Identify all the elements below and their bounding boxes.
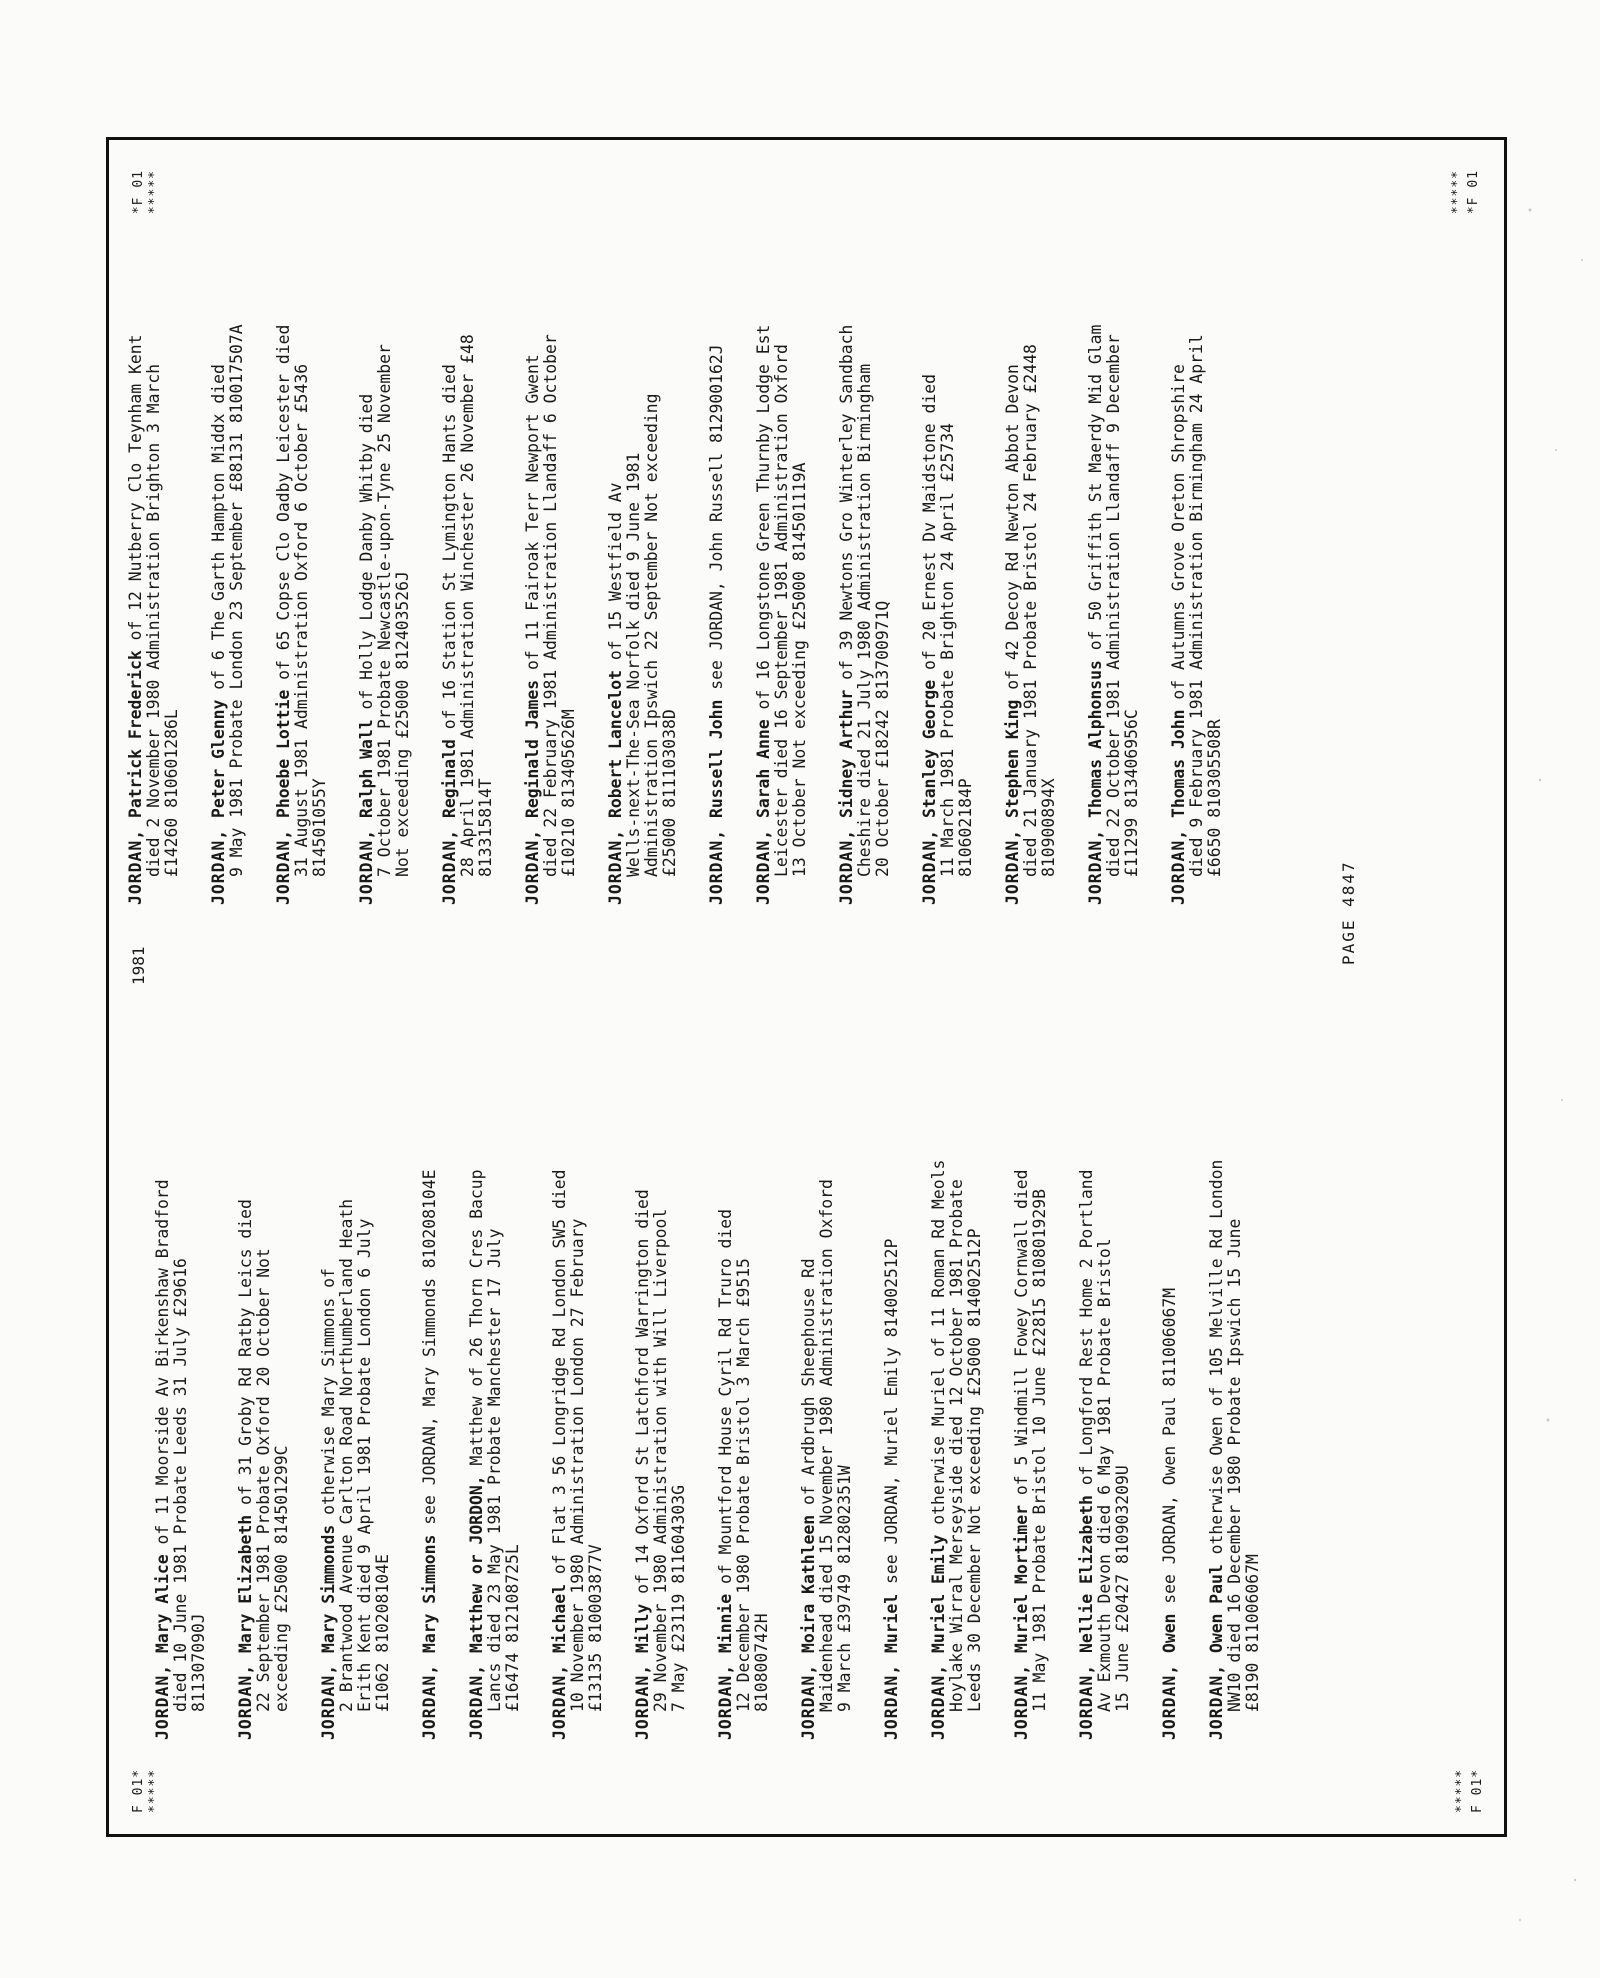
entry-forenames: Matthew or JORDON,	[467, 1475, 486, 1654]
entry-details: of 14 Oxford St Latchford Warrington died 29 November 1980 Administration with Will Liverpool 7 May £23119 811604303G	[633, 1189, 688, 1712]
probate-entry	[1013, 920, 1049, 1740]
entry-forenames: Ralph Wall	[357, 719, 376, 819]
probate-entry	[468, 920, 522, 1740]
entry-details: otherwise Owen of 105 Melville Rd London NW10 died 16 December 1980 Probate Ipswich 15 June £8190 811006067M	[1207, 1159, 1262, 1712]
entry-surname: JORDAN,	[716, 1653, 735, 1740]
entry-forenames: Russell John	[707, 699, 726, 819]
probate-entry	[275, 85, 329, 905]
probate-entry	[838, 85, 892, 905]
entry-forenames: Robert Lancelot	[606, 670, 625, 819]
probate-entry	[800, 920, 854, 1740]
corner-tag-top-left: F 01* *****	[131, 1768, 162, 1813]
entry-forenames: Sarah Anne	[754, 719, 773, 819]
entry-surname: JORDAN,	[467, 1653, 486, 1740]
entry-details: of Longford Rest Home 2 Portland Av Exmouth Devon died 6 May 1981 Probate Bristol 15 June £20427 810903209U	[1077, 1169, 1132, 1712]
corner-tag-bottom-left: ***** F 01*	[1454, 1768, 1485, 1813]
entry-details: of 31 Groby Rd Ratby Leics died 22 September 1981 Probate Oxford 20 October Not exceeding £25000 814501299C	[236, 1199, 291, 1712]
entry-forenames: Owen Paul	[1207, 1564, 1226, 1654]
entry-surname: JORDAN,	[1169, 818, 1188, 905]
probate-entry	[755, 85, 809, 905]
entry-surname: JORDAN,	[440, 818, 459, 905]
entry-forenames: Reginald James	[523, 679, 542, 819]
corner-tag-bottom-right: ***** *F 01	[1450, 170, 1481, 215]
entry-details: see JORDAN, Mary Simmonds 810208104E	[420, 1169, 439, 1535]
entry-surname: JORDAN,	[799, 1653, 818, 1740]
page-number: PAGE 4847	[1339, 860, 1358, 965]
rotated-page	[109, 140, 1504, 1835]
entry-forenames: Stephen King	[1003, 699, 1022, 819]
entry-forenames: Muriel Emily	[929, 1534, 948, 1654]
entry-surname: JORDAN,	[1077, 1653, 1096, 1740]
entry-surname: JORDAN,	[707, 818, 726, 905]
entry-forenames: Peter Glenny	[209, 699, 228, 819]
entry-surname: JORDAN,	[1012, 1653, 1031, 1740]
entry-details: of 39 Newtons Gro Winterley Sandbach Cheshire died 21 July 1980 Administration Birmingham 20 October £18242 813700971Q	[837, 324, 892, 877]
probate-entry	[421, 920, 439, 1740]
entry-surname: JORDAN,	[153, 1653, 172, 1740]
entry-details: see JORDAN, Muriel Emily 814002512P	[882, 1238, 901, 1594]
entry-surname: JORDAN,	[420, 1653, 439, 1740]
entry-forenames: Minnie	[716, 1593, 735, 1654]
entry-forenames: Thomas Alphonsus	[1086, 660, 1105, 819]
entry-forenames: Nellie Elizabeth	[1077, 1495, 1096, 1654]
entry-surname: JORDAN,	[606, 818, 625, 905]
probate-entry	[210, 85, 246, 905]
entry-details: Matthew of 26 Thorn Cres Bacup Lancs died 23 May 1981 Probate Manchester 17 July £16474 812108725L	[467, 1169, 522, 1712]
entry-surname: JORDAN,	[1003, 818, 1022, 905]
probate-entry	[154, 920, 208, 1740]
entry-surname: JORDAN,	[920, 818, 939, 905]
entry-details: of 6 The Garth Hampton Middx died 9 May 1981 Probate London 23 September £88131 810017507A	[209, 324, 246, 877]
entry-forenames: Mary Alice	[153, 1554, 172, 1654]
entry-forenames: Michael	[550, 1583, 569, 1654]
entry-details: of 12 Nutberry Clo Teynham Kent died 2 November 1980 Administration Brighton 3 March £14260 810601286L	[126, 334, 181, 877]
entry-forenames: Muriel	[882, 1593, 901, 1654]
probate-entry	[551, 920, 605, 1740]
probate-entry	[634, 920, 688, 1740]
entry-details: otherwise Mary Simmons of 2 Brantwood Avenue Carlton Road Northumberland Heath Erith Kent died 9 April 1981 Probate London 6 July £1062 810208104E	[319, 1198, 392, 1712]
probate-entry	[1208, 920, 1262, 1740]
entry-details: of Mountford House Cyril Rd Truro died 12 December 1980 Probate Bristol 3 March £9515 810800742H	[716, 1208, 771, 1712]
entry-details: of Holly Lodge Danby Whitby died 7 October 1981 Probate Newcastle-upon-Tyne 25 November Not exceeding £25000 812403526J	[357, 344, 412, 877]
entry-details: otherwise Muriel of 11 Roman Rd Meols Hoylake Wirral Merseyside died 12 October 1981 Probate Leeds 30 December Not exceeding £25000 814002512P	[929, 1159, 984, 1712]
entry-forenames: Moira Kathleen	[799, 1514, 818, 1654]
entry-details: of Autumns Grove Oreton Shropshire died 9 February 1981 Administration Birmingham 24 April £6650 810305508R	[1169, 334, 1224, 877]
entry-details: of 65 Copse Clo Oadby Leicester died 31 August 1981 Administration Oxford 6 October £5436 814501055Y	[274, 324, 329, 877]
entry-details: of 16 Station St Lymington Hants died 28 April 1981 Administration Winchester 26 November £48 813315814T	[440, 334, 495, 877]
entry-surname: JORDAN,	[523, 818, 542, 905]
entry-details: of 16 Longstone Green Thurnby Lodge Est Leicester died 16 September 1981 Administration Oxford 13 October Not exceeding £25000 814501119A	[754, 324, 809, 877]
entry-forenames: Mary Simmonds	[319, 1524, 338, 1654]
entry-forenames: Milly	[633, 1603, 652, 1654]
year-heading: 1981	[129, 946, 148, 985]
probate-entry	[237, 920, 291, 1740]
probate-entry	[930, 920, 984, 1740]
probate-entry	[358, 85, 412, 905]
entry-surname: JORDAN,	[1160, 1653, 1179, 1740]
entry-surname: JORDAN,	[274, 818, 293, 905]
probate-entry	[607, 85, 679, 905]
entry-surname: JORDAN,	[1086, 818, 1105, 905]
entry-details: of 15 Westfield Av Wells-next-The-Sea Norfolk died 9 June 1981 Administration Ipswich 22 September Not exceeding £25000 811103038D	[606, 393, 679, 877]
entry-forenames: Mary Elizabeth	[236, 1514, 255, 1654]
right-column	[127, 85, 1253, 905]
entry-surname: JORDAN,	[633, 1653, 652, 1740]
entry-details: of Ardbrugh Sheephouse Rd Maidenhead died 15 November 1980 Administration Oxford 9 March £39749 812802351W	[799, 1179, 854, 1712]
entry-forenames: Reginald	[440, 739, 459, 819]
probate-entry	[1078, 920, 1132, 1740]
entry-details: of 5 Windmill Fowey Cornwall died 11 May 1981 Probate Bristol 10 June £22815 810801929B	[1012, 1169, 1049, 1712]
probate-entry	[127, 85, 181, 905]
entry-surname: JORDAN,	[319, 1653, 338, 1740]
entry-forenames: Owen	[1160, 1613, 1179, 1654]
entry-details: see JORDAN, John Russell 812900162J	[707, 344, 726, 700]
entry-surname: JORDAN,	[550, 1653, 569, 1740]
entry-surname: JORDAN,	[357, 818, 376, 905]
entry-surname: JORDAN,	[837, 818, 856, 905]
entry-details: of 11 Moorside Av Birkenshaw Bradford died 10 June 1981 Probate Leeds 31 July £29616 811307090J	[153, 1179, 208, 1712]
left-column	[154, 920, 1291, 1740]
entry-forenames: Thomas John	[1169, 709, 1188, 819]
page-frame	[106, 137, 1507, 1837]
entry-forenames: Sidney Arthur	[837, 689, 856, 819]
probate-entry	[1161, 920, 1179, 1740]
probate-entry	[708, 85, 726, 905]
corner-tag-top-right: *F 01 *****	[131, 170, 162, 215]
entry-surname: JORDAN,	[236, 1653, 255, 1740]
probate-entry	[1170, 85, 1224, 905]
entry-forenames: Patrick Frederick	[126, 650, 145, 819]
entry-details: of 50 Griffith St Maerdy Mid Glam died 22 October 1981 Administration Llandaff 9 December £11299 813406956C	[1086, 324, 1141, 877]
entry-details: of 42 Decoy Rd Newton Abbot Devon died 21 January 1981 Probate Bristol 24 February £2448 810900894X	[1003, 344, 1058, 877]
entry-surname: JORDAN,	[1207, 1653, 1226, 1740]
entry-forenames: Stanley George	[920, 679, 939, 819]
entry-surname: JORDAN,	[126, 818, 145, 905]
probate-entry	[1004, 85, 1058, 905]
entry-forenames: Muriel Mortimer	[1012, 1505, 1031, 1654]
entry-details: of 20 Ernest Dv Maidstone died 11 March 1981 Probate Brighton 24 April £25734 810602184P	[920, 373, 975, 877]
probate-entry	[524, 85, 578, 905]
probate-entry	[717, 920, 771, 1740]
probate-entry	[921, 85, 975, 905]
entry-surname: JORDAN,	[754, 818, 773, 905]
probate-entry	[1087, 85, 1141, 905]
entry-details: of Flat 3 56 Longridge Rd London SW5 died 10 November 1980 Administration London 27 February £13135 810003877V	[550, 1169, 605, 1712]
probate-entry	[441, 85, 495, 905]
entry-surname: JORDAN,	[209, 818, 228, 905]
entry-surname: JORDAN,	[929, 1653, 948, 1740]
entry-surname: JORDAN,	[882, 1653, 901, 1740]
entry-details: see JORDAN, Owen Paul 811006067M	[1160, 1287, 1179, 1614]
entry-details: of 11 Fairoak Terr Newport Gwent died 22 February 1981 Administration Llandaff 6 October £10210 813405626M	[523, 334, 578, 877]
entry-forenames: Phoebe Lottie	[274, 689, 293, 819]
probate-entry	[320, 920, 392, 1740]
entry-forenames: Mary Simmons	[420, 1534, 439, 1654]
probate-entry	[883, 920, 901, 1740]
